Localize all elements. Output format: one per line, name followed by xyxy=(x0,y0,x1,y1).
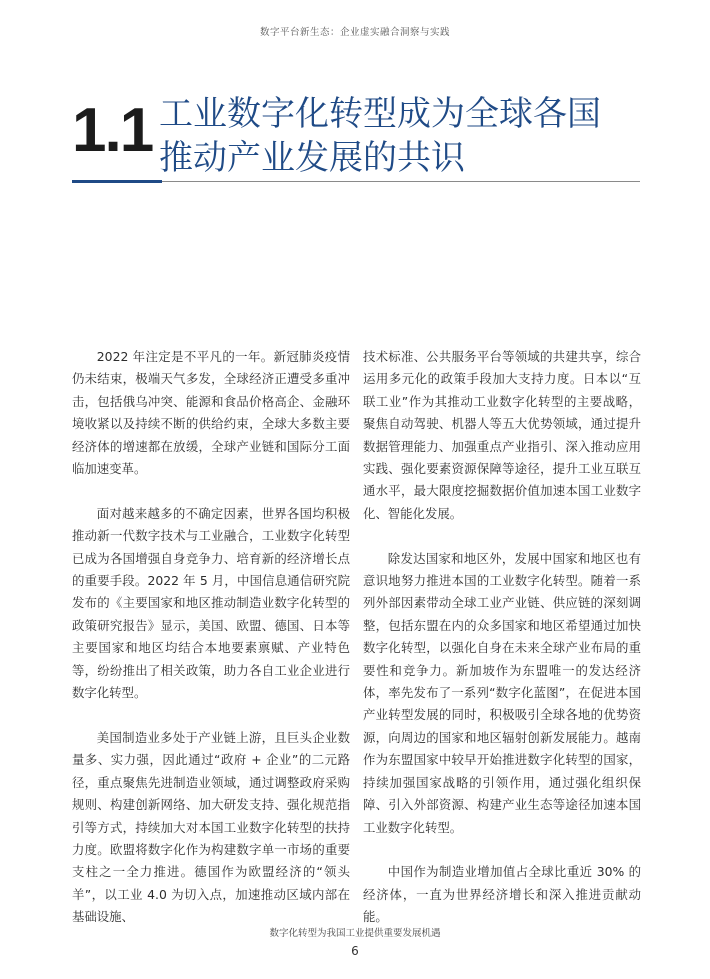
paragraph: 面对越来越多的不确定因素，世界各国均积极推动新一代数字技术与工业融合，工业数字化转型已成为各国增强自身竞争力、培育新的经济增长点的重要手段。2022 年 5 月，中国信息通信研究院发布的《主要国家和地区推动制造业数字化转型的政策研究报告》显示，美国、欧盟、德国、日本等主要国家和地区均结合本地要素禀赋、产业特色等，纷纷推出了相关政策，助力各自工业企业进行数字化转型。 xyxy=(72,505,350,701)
section-title xyxy=(159,92,659,180)
footer-caption: 数字化转型为我国工业提供重要发展机遇 xyxy=(269,928,441,939)
paragraph: 除发达国家和地区外，发展中国家和地区也有意识地努力推进本国的工业数字化转型。随着一系列外部因素带动全球工业产业链、供应链的深刻调整，包括东盟在内的众多国家和地区希望通过加快数字化转型，以强化自身在未来全球产业布局的重要性和竞争力。新加坡作为东盟唯一的发达经济体，率先发布了一系列“数字化蓝图”，在促进本国产业转型发展的同时，积极吸引全球各地的优势资源，向周边的国家和地区辐射创新发展能力。越南作为东盟国家中较早开始推进数字化转型的国家，持续加强国家战略的引领作用，通过强化组织保障、引入外部资源、构建产业生态等途径加速本国工业数字化转型。 xyxy=(363,550,641,835)
section-title-line-1: 工业数字化转型成为全球各国 xyxy=(159,94,601,134)
right-column xyxy=(363,346,641,951)
title-accent-rule xyxy=(72,180,162,183)
running-header: 数字平台新生态：企业虚实融合洞察与实践 xyxy=(259,27,450,38)
paragraph: 2022 年注定是不平凡的一年。新冠肺炎疫情仍未结束，极端天气多发，全球经济正遭受多重冲击，包括俄乌冲突、能源和食品价格高企、金融环境收紧以及持续不断的供给约束，全球大多数主要经济体的增速都在放缓，全球产业链和国际分工面临加速变革。 xyxy=(72,349,350,477)
section-title-line-2: 推动产业发展的共识 xyxy=(159,138,465,178)
paragraph: 中国作为制造业增加值占全球比重近 30% 的经济体，一直为世界经济增长和深入推进贡献动能。 xyxy=(363,864,641,925)
section-number: 1.1 xyxy=(72,96,153,165)
paragraph: 美国制造业多处于产业链上游，且巨头企业数量多、实力强，因此通过“政府 + 企业”的二元路径，重点聚焦先进制造业领域，通过调整政府采购规则、构建创新网络、加大研发支持、强化规范指引等方式，持续加大对本国工业数字化转型的扶持力度。欧盟将数字化作为构建数字单一市场的重要支柱之一全力推进。德国作为欧盟经济的“领头羊”，以工业 4.0 为切入点，加速推动区域内部在基础设施、 xyxy=(72,729,350,925)
page-number: 6 xyxy=(351,944,359,958)
title-divider-rule xyxy=(162,181,640,182)
left-column xyxy=(72,346,350,951)
paragraph-continued: 技术标准、公共服务平台等领域的共建共享，综合运用多元化的政策手段加大支持力度。日本以“互联工业”作为其推动工业数字化转型的主要战略，聚焦自动驾驶、机器人等五大优势领域，通过提升数据管理能力、加强重点产业指引、深入推动应用实践、强化要素资源保障等途径，提升工业互联互通水平，最大限度挖掘数据价值加速本国工业数字化、智能化发展。 xyxy=(363,349,641,521)
